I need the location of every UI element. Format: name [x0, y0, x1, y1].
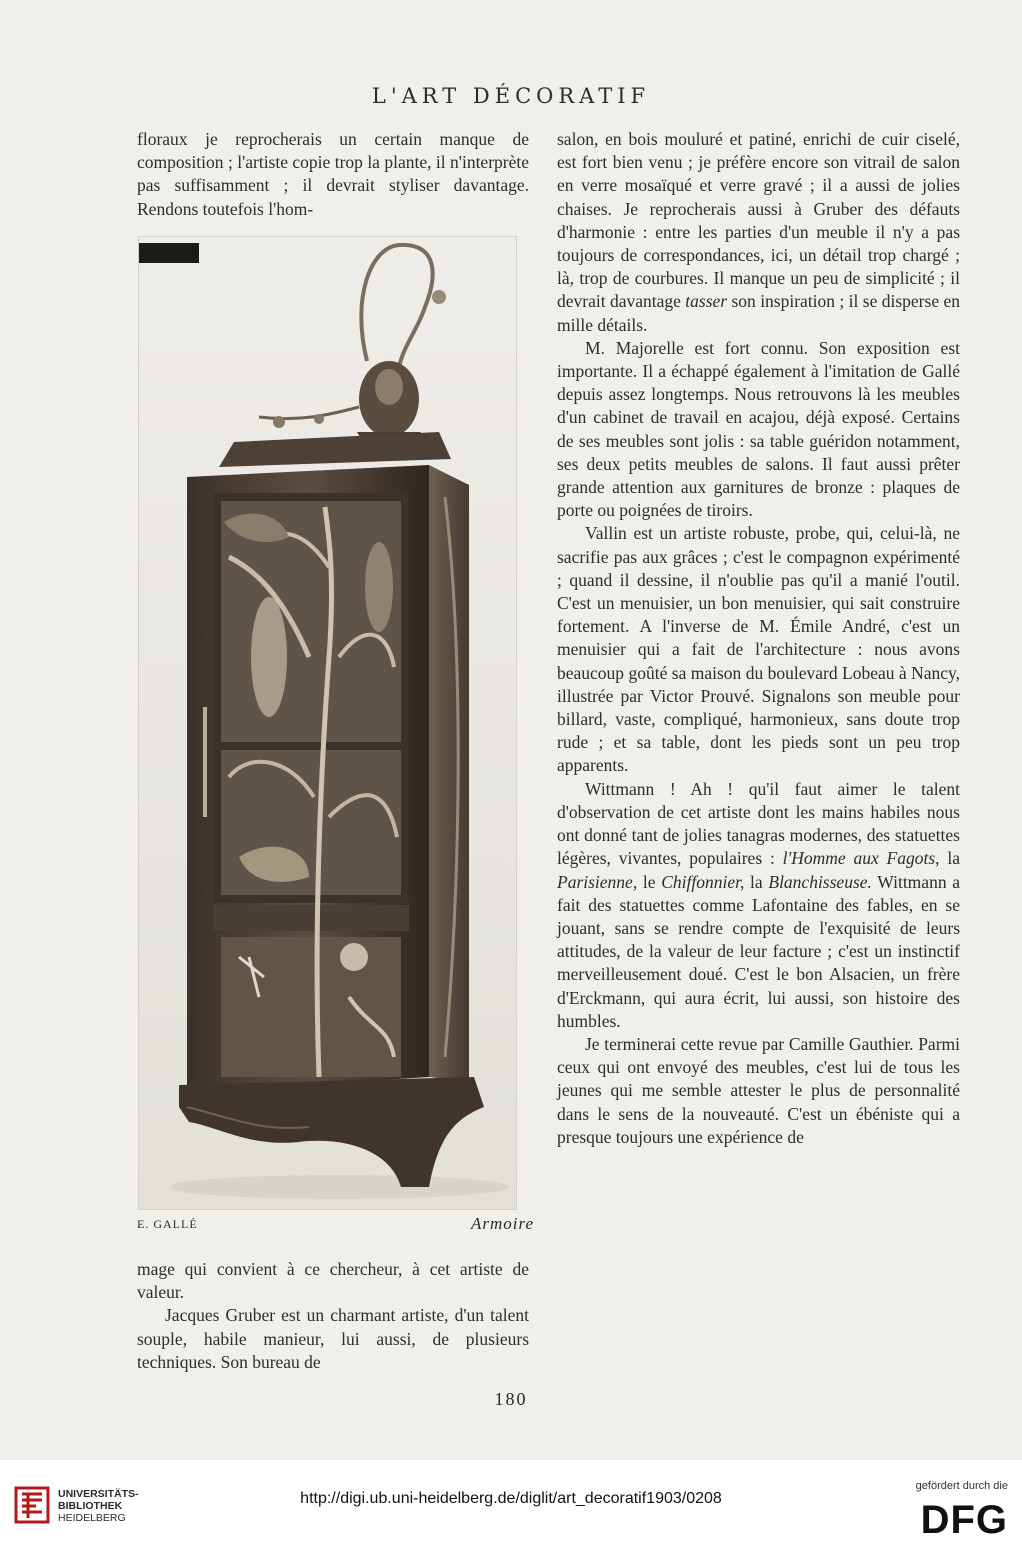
- text-run: Wittmann a fait des statuettes comme Lafontaine des fables, en se jouant, sans se rendre compte de l'exquisité de leurs attitudes, de la valeur de leur facture ; c'est un instinctif merveilleusement doué. C'est le bon Alsacien, un frère d'Erckmann, qui aura écrit, lui aussi, son histoire des humbles.: [557, 871, 961, 1031]
- library-name-line: UNIVERSITÄTS-: [58, 1488, 139, 1500]
- page-title: L'ART DÉCORATIF: [371, 84, 651, 108]
- figure-caption: Armoire: [470, 1214, 534, 1233]
- paragraph: mage qui convient à ce chercheur, à cet artiste de valeur.: [137, 1259, 529, 1303]
- text-run: son inspiration ; il se disperse en mille détails.: [557, 291, 960, 335]
- footer-bar: [0, 1460, 1022, 1547]
- italic-term: Blanchisseuse.: [768, 871, 872, 892]
- source-url-link[interactable]: http://digi.ub.uni-heidelberg.de/diglit/art_decoratif1903/0208: [300, 1490, 722, 1507]
- armoire-illustration: [139, 237, 516, 1209]
- italic-term: Parisienne,: [557, 871, 638, 892]
- text-run: la: [750, 871, 763, 892]
- left-column-bottom: [137, 1258, 529, 1374]
- text-run: salon, en bois mouluré et patiné, enrichi de cuir ciselé, est fort bien venu ; je préfère encore son vitrail de salon en verre mosaïqué et verre gravé ; il a aussi de jolies chaises. Je reprocherais aussi à Gruber des défauts d'harmonie : entre les parties d'un meuble il n'y a pas toujours de correspondances, ici, un détail trop chargé ; là, trop de courbures. Il manque un peu de simplicité ; il devrait davantage: [557, 129, 960, 312]
- paragraph: Je terminerai cette revue par Camille Gauthier. Parmi ceux qui ont envoyé des meubles, c'est lui de tous les jeunes qui me semble attester le plus de personnalité dans le sens de la nouveauté. C'est un ébéniste qui a presque toujours une expérience de: [557, 1033, 960, 1147]
- armoire-photograph: [138, 236, 517, 1210]
- library-name-line: HEIDELBERG: [58, 1512, 126, 1524]
- italic-term: Chiffonnier,: [661, 871, 745, 892]
- dfg-logo: DFG: [920, 1498, 1008, 1542]
- italic-term: tasser: [685, 291, 728, 312]
- left-column-top: [137, 128, 529, 221]
- funding-note: gefördert durch die: [915, 1480, 1008, 1492]
- library-name-line: BIBLIOTHEK: [58, 1500, 123, 1512]
- text-run: le: [642, 871, 656, 892]
- paragraph: Jacques Gruber est un charmant artiste, d'un talent souple, habile manieur, lui aussi, de plusieurs techniques. Son bureau de: [137, 1305, 529, 1372]
- text-run: Wittmann ! Ah ! qu'il faut aimer le talent d'observation de cet artiste dont les mains habiles nous ont donné tant de jolies tanagras modernes, des statuettes légères, vivantes, populaires :: [557, 778, 960, 869]
- figure-credit: E. GALLÉ: [137, 1217, 198, 1231]
- paragraph: M. Majorelle est fort connu. Son exposition est importante. Il a échappé également à l'imitation de Gallé depuis assez longtemps. Nous retrouvons là les meubles d'un cabinet de travail en acajou, déjà exposé. Certains de ses meubles sont jolis : sa table guéridon notamment, ses deux petits meubles de salons. Il faut aussi prêter grande attention aux garnitures de bronze : plaques de porte ou poignées de tiroirs.: [557, 337, 960, 521]
- paragraph: Vallin est un artiste robuste, probe, qui, celui-là, ne sacrifie pas aux grâces ; c'est le compagnon expérimenté ; quand il dessine, il n'oublie pas qu'il a manié l'outil. C'est un menuisier, un bon menuisier, qui sait construire fortement. A l'inverse de M. Émile André, c'est un menuisier qui a fait de l'architecture : nous avons beaucoup goûté sa maison du boulevard Lobeau à Nancy, illustrée par Victor Prouvé. Signalons son meuble pour billard, vaste, compliqué, harmonieux, sans doute trop rude ; et sa table, dont les pieds sont un peu trop apparents.: [557, 523, 960, 776]
- paragraph: [557, 128, 960, 337]
- text-run: la: [947, 848, 960, 869]
- italic-term: l'Homme aux Fagots,: [782, 848, 940, 869]
- paragraph: floraux je reprocherais un certain manque de composition ; l'artiste copie trop la plante, il n'interprète pas suffisamment ; il devrait styliser davantage. Rendons toutefois l'hom-: [137, 129, 529, 219]
- page-number: 180: [494, 1389, 528, 1409]
- paragraph: [557, 778, 960, 1033]
- right-column: [557, 128, 960, 1149]
